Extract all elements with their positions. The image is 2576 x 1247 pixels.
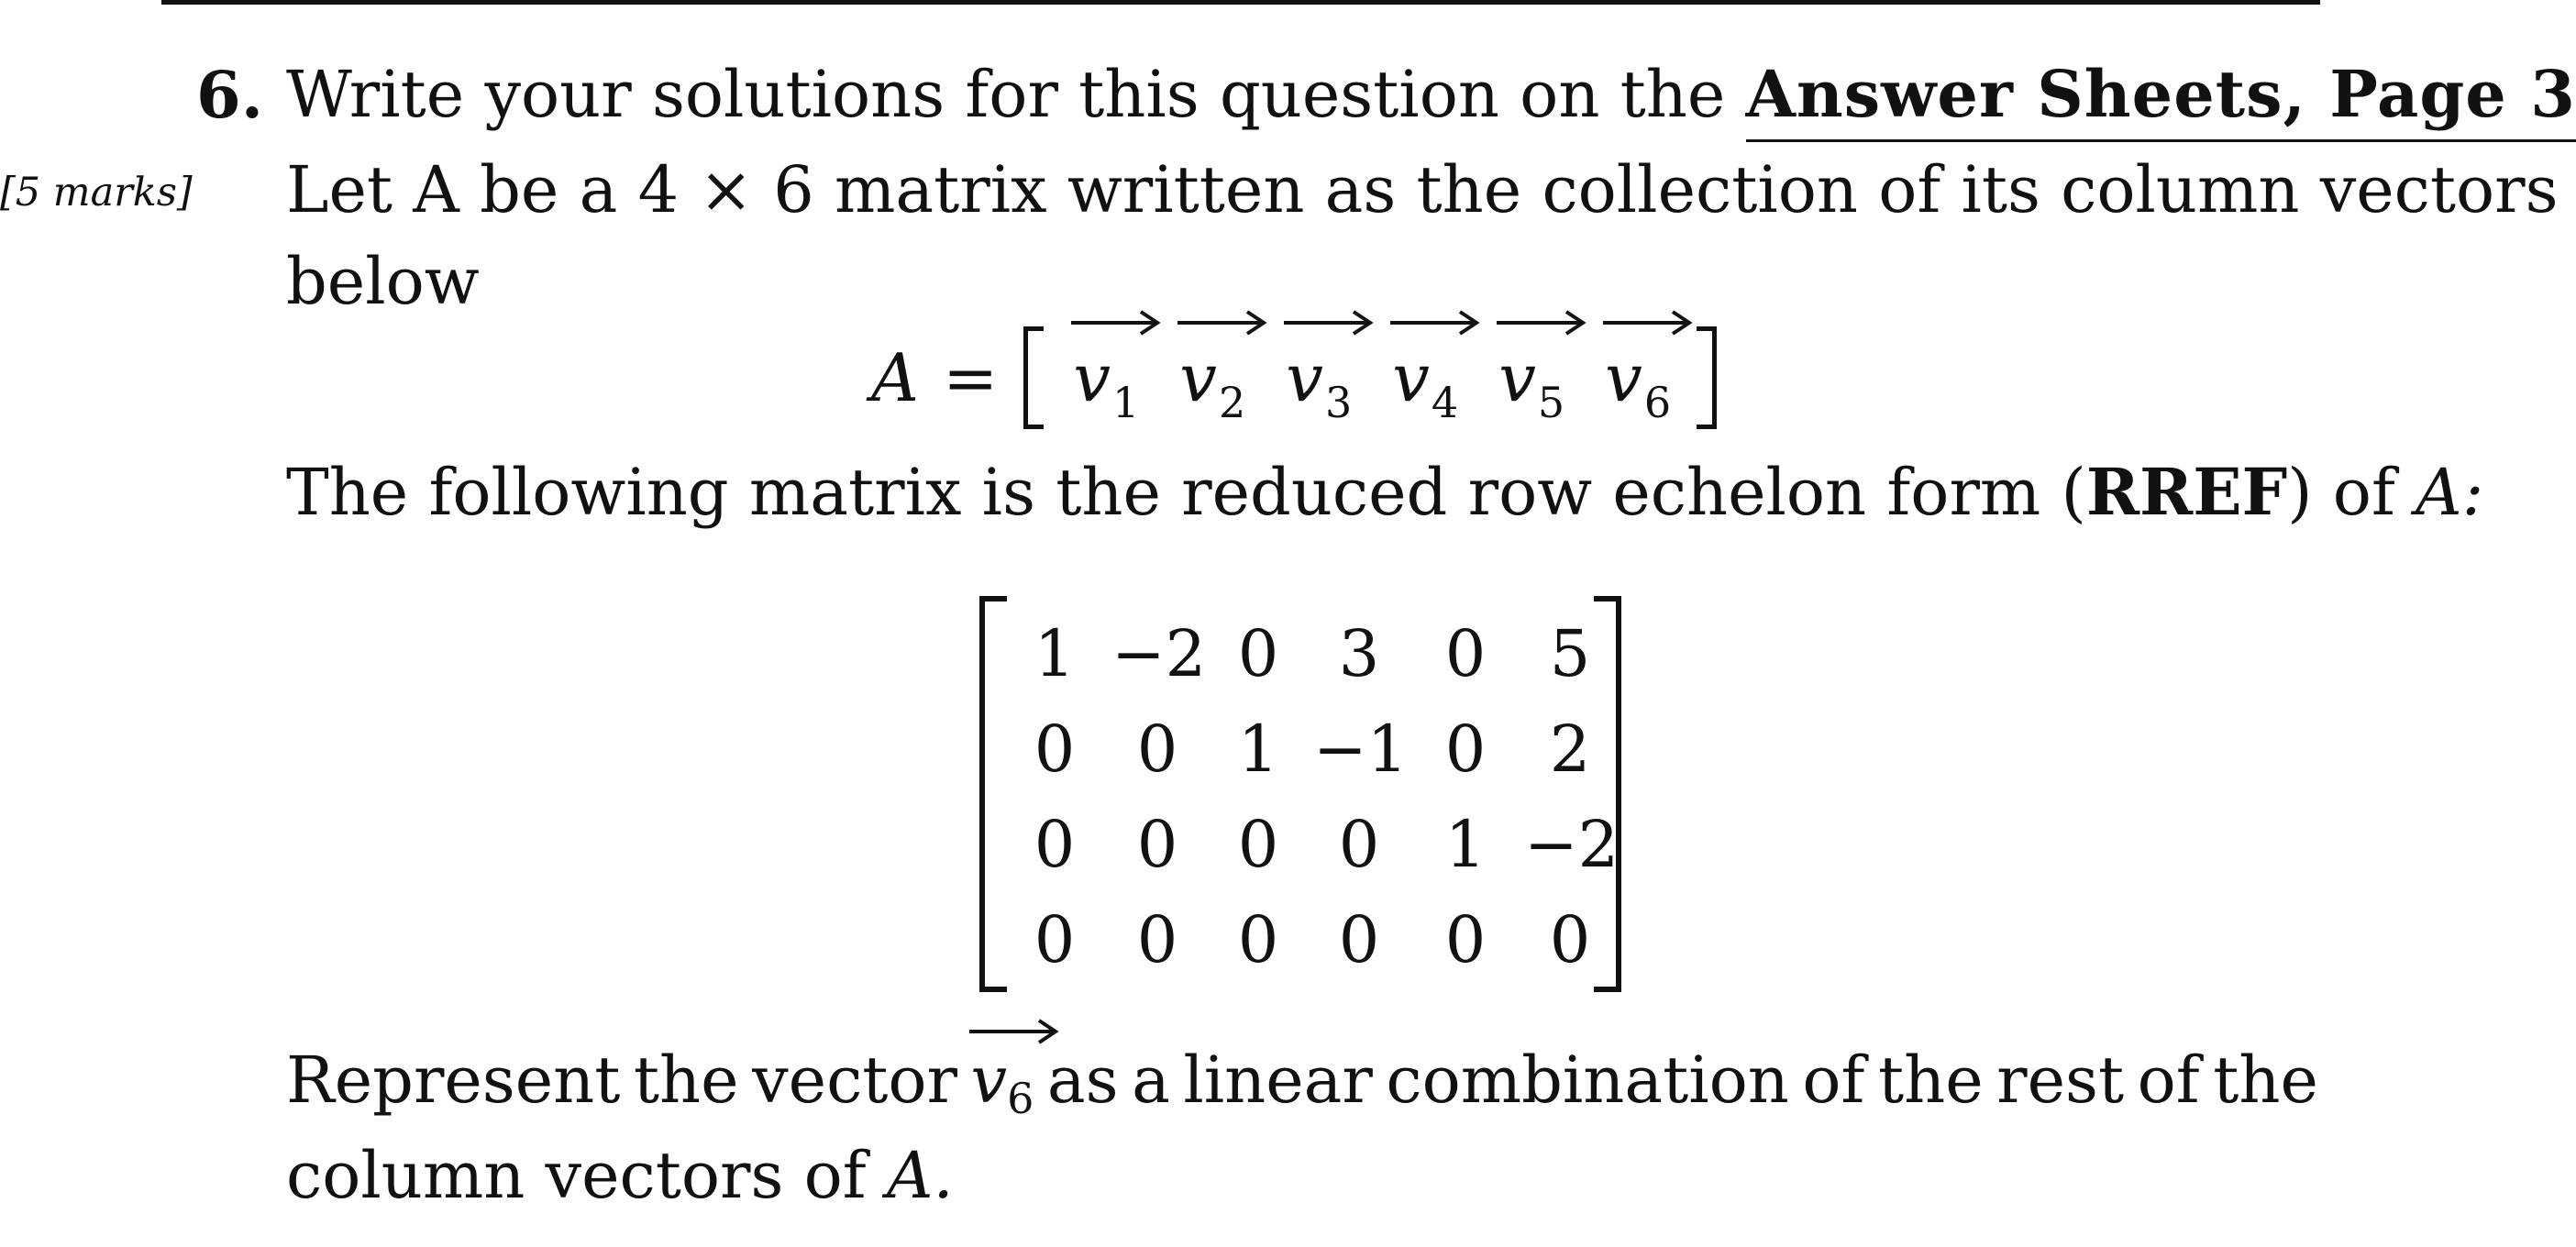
top-rule: [161, 0, 2320, 5]
vector-subscript: 6: [1007, 1074, 1034, 1123]
matrix-cell: 0: [1034, 807, 1076, 882]
vector-subscript: 4: [1431, 378, 1459, 427]
final-word: a: [1132, 1043, 1170, 1118]
vector-arrow-icon: [1282, 308, 1374, 336]
question-number: 6.: [196, 57, 264, 133]
instruction-line: [286, 56, 2576, 132]
marks-label: [5 marks]: [0, 170, 193, 215]
matrix-cell: 1: [1237, 712, 1279, 787]
vector-letter: v: [1286, 339, 1323, 416]
vector-letter: v: [1605, 339, 1642, 416]
vector-subscript: 6: [1643, 378, 1672, 427]
vector-subscript: 2: [1218, 378, 1246, 427]
matrix-cell: 0: [1136, 712, 1178, 787]
final-instruction-line-2: [286, 1138, 954, 1213]
column-vector: [1392, 339, 1459, 427]
column-vector: [1179, 339, 1246, 427]
matrix-cell: 0: [1444, 616, 1487, 691]
rref-matrix-name: A:: [2416, 455, 2484, 530]
vector-arrow-icon: [1069, 308, 1161, 336]
rref-matrix: [979, 596, 1621, 992]
final-word: linear: [1183, 1043, 1373, 1118]
final-line2-text: column vectors of: [286, 1138, 867, 1213]
vector-letter: v: [970, 1043, 1008, 1118]
vector-subscript: 5: [1537, 378, 1565, 427]
matrix-cell: 0: [1237, 807, 1279, 882]
matrix-cell: −2: [1111, 616, 1207, 691]
column-vector: [1498, 339, 1565, 427]
equation-lhs: A: [871, 339, 919, 416]
final-word: combination: [1386, 1043, 1789, 1118]
vector-arrow-icon: [1495, 308, 1587, 336]
matrix-cell: 0: [1444, 712, 1487, 787]
column-vector: [1286, 339, 1353, 427]
matrix-cell: 2: [1549, 712, 1591, 787]
matrix-cell: 1: [1034, 616, 1076, 691]
final-word: the: [633, 1043, 739, 1118]
vector-subscript: 1: [1112, 378, 1140, 427]
vector-letter: v: [1073, 339, 1111, 416]
matrix-cell: 0: [1549, 902, 1591, 977]
final-line2-matrix: A.: [886, 1138, 954, 1213]
vector-letter: v: [1498, 339, 1536, 416]
matrix-cell: 0: [1237, 616, 1279, 691]
vector-arrow-icon: [1176, 308, 1267, 336]
final-word: the: [2213, 1043, 2318, 1118]
answer-sheet-reference: Answer Sheets, Page 3: [1746, 56, 2576, 142]
intro-line-1: Let A be a 4 × 6 matrix written as the collection of its column vectors: [286, 152, 2559, 227]
final-word: vector: [752, 1043, 958, 1118]
final-word: of: [2137, 1043, 2200, 1118]
final-word: as: [1046, 1043, 1119, 1118]
matrix-cell: 0: [1136, 902, 1178, 977]
matrix-cell: −2: [1524, 807, 1620, 882]
equation-equals: =: [943, 339, 999, 416]
inline-vector-v6: [970, 1043, 1034, 1123]
equation-bracket-close: [1697, 326, 1717, 429]
matrix-cell: 0: [1338, 902, 1380, 977]
matrix-cell: −1: [1313, 712, 1409, 787]
final-word: Represent: [286, 1043, 621, 1118]
matrix-bracket-left: [979, 596, 1007, 992]
intro-line-2: below: [286, 244, 480, 319]
instruction-prefix: Write your solutions for this question on the: [286, 57, 1726, 132]
vector-subscript: 3: [1324, 378, 1353, 427]
column-vector-list: [1053, 339, 1691, 427]
vector-arrow-icon: [967, 1017, 1059, 1044]
rref-abbrev: RREF: [2085, 454, 2288, 530]
rref-description: [286, 454, 2484, 530]
matrix-cell: 0: [1338, 807, 1380, 882]
matrix-cell: 0: [1034, 712, 1076, 787]
column-vector: [1073, 339, 1140, 427]
rref-suffix: ) of: [2287, 455, 2395, 530]
matrix-cell: 0: [1034, 902, 1076, 977]
rref-prefix: The following matrix is the reduced row echelon form (: [286, 455, 2086, 530]
matrix-cell: 0: [1136, 807, 1178, 882]
column-vector-equation: [871, 323, 1717, 433]
matrix-cell: 5: [1549, 616, 1591, 691]
vector-arrow-icon: [1601, 308, 1693, 336]
final-word: of: [1802, 1043, 1865, 1118]
final-instruction-line: [286, 1043, 2318, 1123]
matrix-cell: 0: [1237, 902, 1279, 977]
vector-letter: v: [1392, 339, 1430, 416]
equation-bracket-open: [1023, 326, 1044, 429]
final-word: rest: [1996, 1043, 2125, 1118]
column-vector: [1605, 339, 1672, 427]
matrix-cell: 0: [1444, 902, 1487, 977]
final-word: the: [1877, 1043, 1984, 1118]
matrix-cell: 3: [1338, 616, 1380, 691]
vector-letter: v: [1179, 339, 1217, 416]
vector-arrow-icon: [1388, 308, 1480, 336]
matrix-cell: 1: [1444, 807, 1487, 882]
